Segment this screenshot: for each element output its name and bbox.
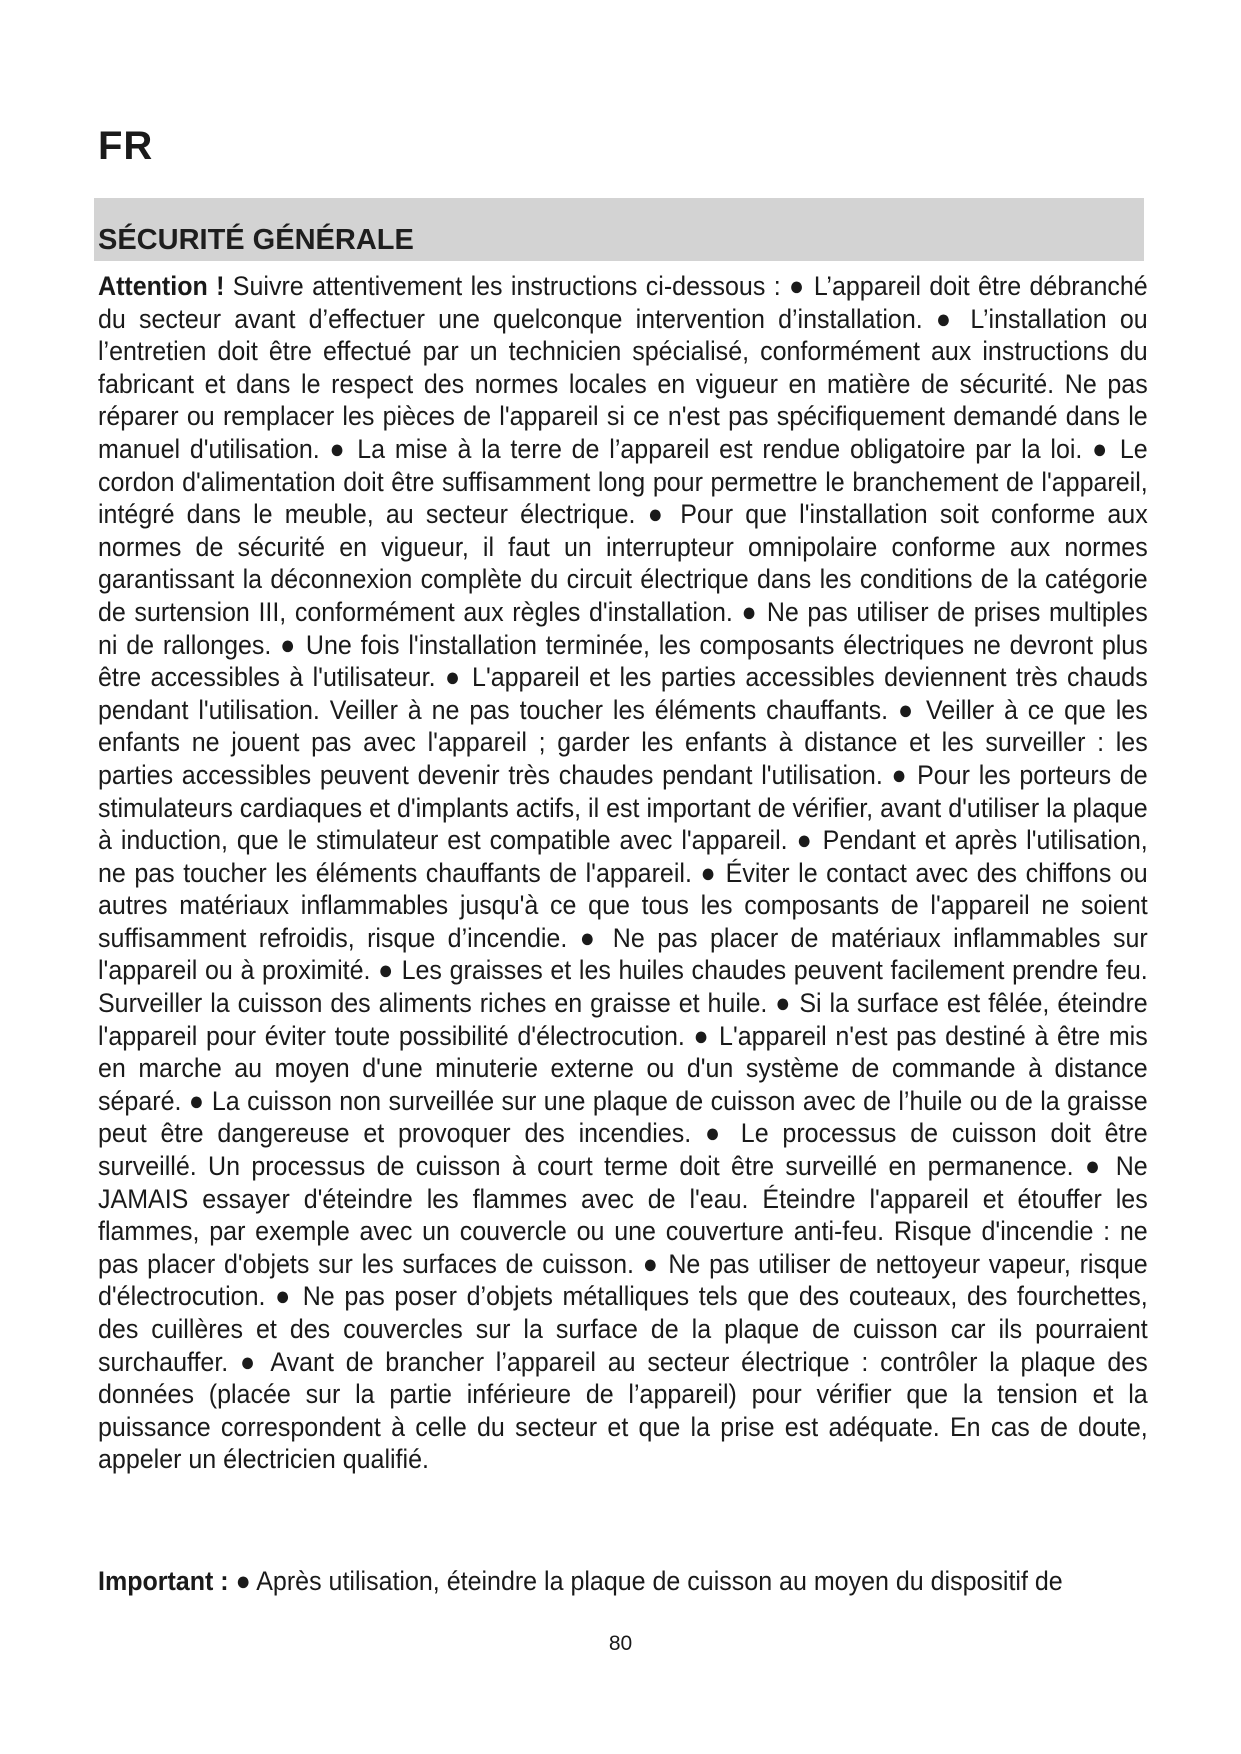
important-paragraph [98, 1565, 1148, 1598]
safety-instructions-text: Suivre attentivement les instructions ci-dessous : ● L’appareil doit être débranché du secteur avant d’effectuer une quelconque intervention d’installation. ● L’installation ou l’entretien doit être effectué par un technicien spécialisé, conformément aux instructions du fabricant et dans le respect des normes locales en vigueur en matière de sécurité. Ne pas réparer ou remplacer les pièces de l'appareil si ce n'est pas spécifiquement demandé dans le manuel d'utilisation. ● La mise à la terre de l’appareil est rendue obligatoire par la loi. ● Le cordon d'alimentation doit être suffisamment long pour permettre le branchement de l'appareil, intégré dans le meuble, au secteur électrique. ● Pour que l'installation soit conforme aux normes de sécurité en vigueur, il faut un interrupteur omnipolaire conforme aux normes garantissant la déconnexion complète du circuit électrique dans les conditions de la catégorie de surtension III, conformément aux règles d'installation. ● Ne pas utiliser de prises multiples ni de rallonges. ● Une fois l'installation terminée, les composants électriques ne devront plus être accessibles à l'utilisateur. ● L'appareil et les parties accessibles deviennent très chauds pendant l'utilisation. Veiller à ne pas toucher les éléments chauffants. ● Veiller à ce que les enfants ne jouent pas avec l'appareil ; garder les enfants à distance et les surveiller : les parties accessibles peuvent devenir très chaudes pendant l'utilisation. ● Pour les porteurs de stimulateurs cardiaques et d'implants actifs, il est important de vérifier, avant d'utiliser la plaque à induction, que le stimulateur est compatible avec l'appareil. ● Pendant et après l'utilisation, ne pas toucher les éléments chauffants de l'appareil. ● Éviter le contact avec des chiffons ou autres matériaux inflammables jusqu'à ce que tous les composants de l'appareil ne soient suffisamment refroidis, risque d’incendie. ● Ne pas placer de matériaux inflammables sur l'appareil ou à proximité. ● Les graisses et les huiles chaudes peuvent facilement prendre feu. Surveiller la cuisson des aliments riches en graisse et huile. ● Si la surface est fêlée, éteindre l'appareil pour éviter toute possibilité d'électrocution. ● L'appareil n'est pas destiné à être mis en marche au moyen d'une minuterie externe ou d'un système de commande à distance séparé. ● La cuisson non surveillée sur une plaque de cuisson avec de l’huile ou de la graisse peut être dangereuse et provoquer des incendies. ● Le processus de cuisson doit être surveillé. Un processus de cuisson à court terme doit être surveillé en permanence. ● Ne JAMAIS essayer d'éteindre les flammes avec de l'eau. Éteindre l'appareil et étouffer les flammes, par exemple avec un couvercle ou une couverture anti-feu. Risque d'incendie : ne pas placer d'objets sur les surfaces de cuisson. ● Ne pas utiliser de nettoyeur vapeur, risque d'électrocution. ● Ne pas poser d’objets métalliques tels que des couteaux, des fourchettes, des cuillères et des couvercles sur la surface de la plaque de cuisson car ils pourraient surchauffer. ● Avant de brancher l’appareil au secteur électrique : contrôler la plaque des données (placée sur la partie inférieure de l’appareil) pour vérifier que la tension et la puissance correspondent à celle du secteur et que la prise est adéquate. En cas de doute, appeler un électricien qualifié. [98, 270, 1148, 1475]
important-label: Important : [98, 1565, 229, 1596]
attention-label: Attention ! [98, 270, 225, 301]
safety-instructions-paragraph [98, 270, 1148, 1476]
important-text: ● Après utilisation, éteindre la plaque de cuisson au moyen du dispositif de [235, 1565, 1063, 1596]
section-header-bar [94, 198, 1144, 261]
language-code: FR [98, 124, 154, 168]
section-title: SÉCURITÉ GÉNÉRALE [98, 224, 414, 256]
page-number: 80 [608, 1632, 633, 1655]
